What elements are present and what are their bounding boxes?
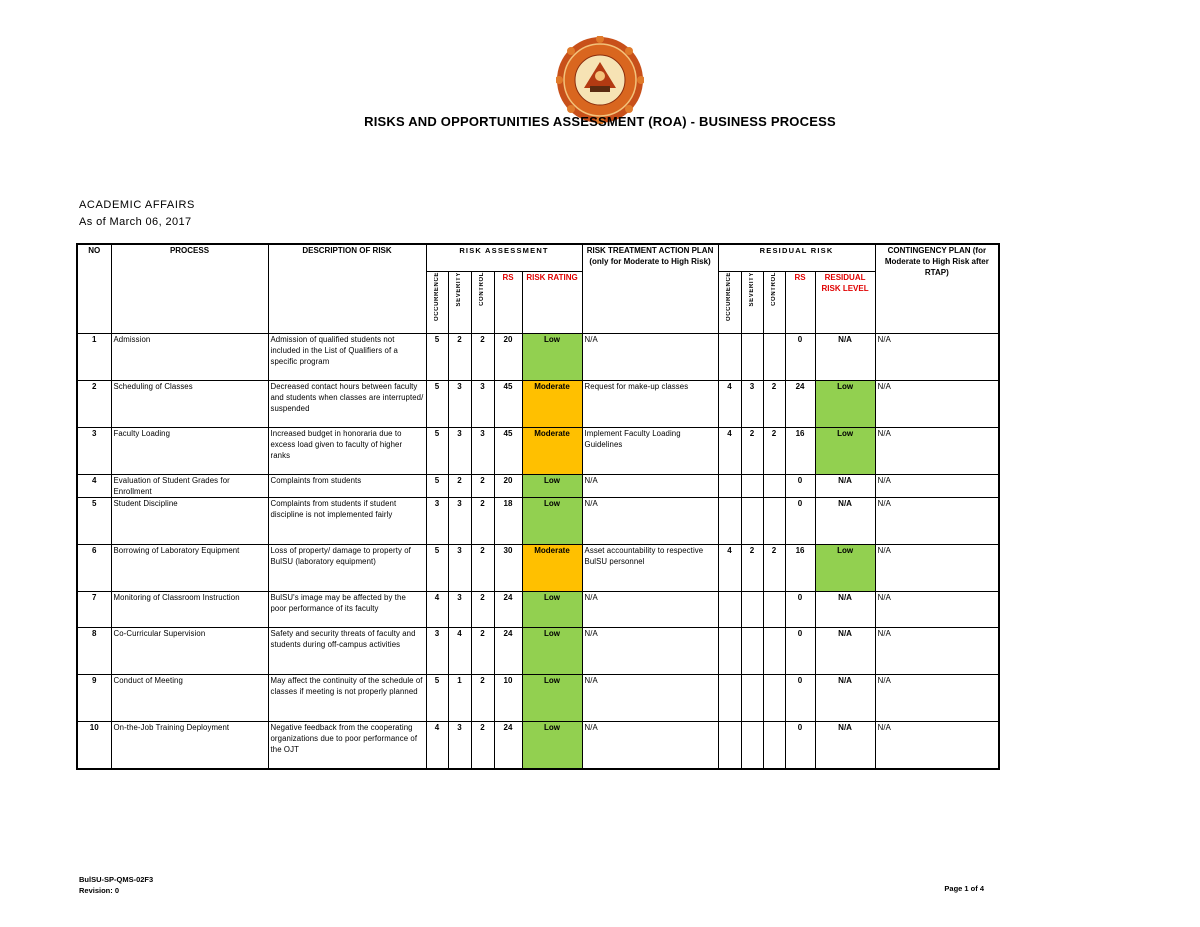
row-description: Complaints from students if student discipline is not implemented fairly: [268, 498, 426, 545]
row-residual-control: [763, 675, 785, 722]
row-residual-level: N/A: [815, 722, 875, 770]
row-severity: 4: [448, 628, 471, 675]
row-risk-rating: Low: [522, 675, 582, 722]
row-control: 2: [471, 498, 494, 545]
row-residual-occurrence: [718, 722, 741, 770]
header-residual-risk: RESIDUAL RISK: [718, 244, 875, 272]
row-treatment-plan: N/A: [582, 628, 718, 675]
row-residual-occurrence: [718, 498, 741, 545]
header-control: CONTROL: [471, 272, 494, 334]
row-residual-rs: 0: [785, 498, 815, 545]
row-description: Decreased contact hours between faculty and students when classes are interrupted/ suspended: [268, 381, 426, 428]
row-risk-rating: Low: [522, 628, 582, 675]
row-residual-control: 2: [763, 545, 785, 592]
header-no: NO: [77, 244, 111, 334]
row-severity: 2: [448, 475, 471, 498]
row-process: Student Discipline: [111, 498, 268, 545]
row-rs: 24: [494, 628, 522, 675]
row-no: 10: [77, 722, 111, 770]
row-residual-rs: 16: [785, 428, 815, 475]
row-treatment-plan: N/A: [582, 675, 718, 722]
row-residual-severity: 2: [741, 428, 763, 475]
row-occurrence: 3: [426, 628, 448, 675]
row-severity: 3: [448, 592, 471, 628]
row-no: 2: [77, 381, 111, 428]
row-severity: 3: [448, 381, 471, 428]
row-residual-occurrence: [718, 628, 741, 675]
row-residual-severity: [741, 722, 763, 770]
row-occurrence: 4: [426, 722, 448, 770]
row-process: On-the-Job Training Deployment: [111, 722, 268, 770]
row-no: 7: [77, 592, 111, 628]
row-severity: 3: [448, 545, 471, 592]
row-residual-level: N/A: [815, 675, 875, 722]
table-row: [77, 428, 999, 475]
row-residual-control: [763, 628, 785, 675]
row-risk-rating: Low: [522, 722, 582, 770]
header-residual-risk-level: RESIDUAL RISK LEVEL: [815, 272, 875, 334]
row-contingency: N/A: [875, 592, 999, 628]
row-description: Negative feedback from the cooperating organizations due to poor performance of the OJT: [268, 722, 426, 770]
page-number: Page 1 of 4: [944, 884, 984, 893]
university-seal-logo: [556, 36, 644, 124]
row-treatment-plan: Request for make-up classes: [582, 381, 718, 428]
row-description: Admission of qualified students not included in the List of Qualifiers of a specific program: [268, 334, 426, 381]
row-severity: 3: [448, 722, 471, 770]
row-process: Conduct of Meeting: [111, 675, 268, 722]
row-no: 8: [77, 628, 111, 675]
row-control: 2: [471, 545, 494, 592]
row-control: 2: [471, 592, 494, 628]
row-residual-control: [763, 475, 785, 498]
table-row: [77, 592, 999, 628]
row-treatment-plan: N/A: [582, 722, 718, 770]
row-residual-level: N/A: [815, 498, 875, 545]
as-of-date: As of March 06, 2017: [79, 216, 192, 228]
header-treatment-plan: RISK TREATMENT ACTION PLAN (only for Moderate to High Risk): [582, 244, 718, 334]
header-risk-assessment: RISK ASSESSMENT: [426, 244, 582, 272]
row-process: Admission: [111, 334, 268, 381]
table-row: [77, 545, 999, 592]
row-treatment-plan: N/A: [582, 475, 718, 498]
header-residual-severity: SEVERITY: [741, 272, 763, 334]
row-severity: 1: [448, 675, 471, 722]
row-control: 2: [471, 722, 494, 770]
row-contingency: N/A: [875, 545, 999, 592]
table-row: [77, 475, 999, 498]
row-residual-control: [763, 722, 785, 770]
row-description: Increased budget in honoraria due to excess load given to faculty of higher ranks: [268, 428, 426, 475]
row-residual-control: [763, 498, 785, 545]
department-label: ACADEMIC AFFAIRS: [79, 199, 195, 211]
row-severity: 3: [448, 428, 471, 475]
row-occurrence: 5: [426, 381, 448, 428]
row-rs: 20: [494, 334, 522, 381]
row-residual-level: N/A: [815, 592, 875, 628]
row-residual-level: N/A: [815, 475, 875, 498]
roa-table: [76, 243, 1000, 770]
form-code: BulSU-SP-QMS-02F3: [79, 875, 154, 884]
row-treatment-plan: Implement Faculty Loading Guidelines: [582, 428, 718, 475]
row-residual-occurrence: 4: [718, 381, 741, 428]
header-description: DESCRIPTION OF RISK: [268, 244, 426, 334]
row-contingency: N/A: [875, 381, 999, 428]
row-no: 5: [77, 498, 111, 545]
header-residual-control: CONTROL: [763, 272, 785, 334]
row-residual-level: Low: [815, 428, 875, 475]
row-residual-rs: 0: [785, 628, 815, 675]
row-rs: 24: [494, 592, 522, 628]
row-occurrence: 5: [426, 334, 448, 381]
row-control: 2: [471, 628, 494, 675]
row-control: 2: [471, 475, 494, 498]
row-process: Evaluation of Student Grades for Enrollment: [111, 475, 268, 498]
table-row: [77, 628, 999, 675]
row-risk-rating: Low: [522, 498, 582, 545]
row-rs: 20: [494, 475, 522, 498]
row-treatment-plan: N/A: [582, 498, 718, 545]
row-risk-rating: Moderate: [522, 545, 582, 592]
row-process: Borrowing of Laboratory Equipment: [111, 545, 268, 592]
row-residual-level: Low: [815, 381, 875, 428]
row-occurrence: 5: [426, 675, 448, 722]
row-residual-control: 2: [763, 428, 785, 475]
row-no: 4: [77, 475, 111, 498]
row-residual-occurrence: 4: [718, 545, 741, 592]
row-treatment-plan: N/A: [582, 334, 718, 381]
row-description: Loss of property/ damage to property of BulSU (laboratory equipment): [268, 545, 426, 592]
row-occurrence: 5: [426, 545, 448, 592]
row-contingency: N/A: [875, 628, 999, 675]
header-occurrence: OCCURRENCE: [426, 272, 448, 334]
row-description: May affect the continuity of the schedule of classes if meeting is not properly planned: [268, 675, 426, 722]
row-no: 9: [77, 675, 111, 722]
row-residual-occurrence: [718, 675, 741, 722]
table-row: [77, 498, 999, 545]
row-risk-rating: Moderate: [522, 381, 582, 428]
header-severity: SEVERITY: [448, 272, 471, 334]
row-residual-rs: 0: [785, 722, 815, 770]
row-residual-severity: [741, 675, 763, 722]
row-rs: 45: [494, 428, 522, 475]
row-residual-severity: [741, 334, 763, 381]
row-control: 3: [471, 428, 494, 475]
row-rs: 18: [494, 498, 522, 545]
row-contingency: N/A: [875, 675, 999, 722]
row-residual-severity: 3: [741, 381, 763, 428]
row-residual-severity: [741, 592, 763, 628]
row-treatment-plan: Asset accountability to respective BulSU personnel: [582, 545, 718, 592]
row-control: 3: [471, 381, 494, 428]
row-residual-severity: 2: [741, 545, 763, 592]
row-description: BulSU's image may be affected by the poor performance of its faculty: [268, 592, 426, 628]
row-process: Co-Curricular Supervision: [111, 628, 268, 675]
row-process: Faculty Loading: [111, 428, 268, 475]
row-rs: 30: [494, 545, 522, 592]
row-residual-control: 2: [763, 381, 785, 428]
row-risk-rating: Low: [522, 475, 582, 498]
row-residual-level: N/A: [815, 628, 875, 675]
row-residual-rs: 0: [785, 592, 815, 628]
row-residual-rs: 0: [785, 334, 815, 381]
row-residual-rs: 24: [785, 381, 815, 428]
row-residual-rs: 0: [785, 475, 815, 498]
row-rs: 45: [494, 381, 522, 428]
row-rs: 24: [494, 722, 522, 770]
row-description: Safety and security threats of faculty and students during off-campus activities: [268, 628, 426, 675]
row-control: 2: [471, 334, 494, 381]
row-contingency: N/A: [875, 334, 999, 381]
row-residual-occurrence: 4: [718, 428, 741, 475]
form-code-footer: [79, 874, 153, 896]
row-residual-occurrence: [718, 475, 741, 498]
row-severity: 2: [448, 334, 471, 381]
table-row: [77, 675, 999, 722]
row-occurrence: 3: [426, 498, 448, 545]
row-contingency: N/A: [875, 498, 999, 545]
row-residual-severity: [741, 628, 763, 675]
row-severity: 3: [448, 498, 471, 545]
row-contingency: N/A: [875, 475, 999, 498]
row-residual-severity: [741, 498, 763, 545]
row-residual-occurrence: [718, 334, 741, 381]
row-occurrence: 4: [426, 592, 448, 628]
row-occurrence: 5: [426, 428, 448, 475]
row-process: Scheduling of Classes: [111, 381, 268, 428]
row-residual-control: [763, 334, 785, 381]
header-residual-occurrence: OCCURRENCE: [718, 272, 741, 334]
row-residual-control: [763, 592, 785, 628]
document-title: RISKS AND OPPORTUNITIES ASSESSMENT (ROA) - BUSINESS PROCESS: [364, 114, 836, 129]
row-occurrence: 5: [426, 475, 448, 498]
header-residual-rs: RS: [785, 272, 815, 334]
row-rs: 10: [494, 675, 522, 722]
row-contingency: N/A: [875, 722, 999, 770]
header-contingency: CONTINGENCY PLAN (for Moderate to High Risk after RTAP): [875, 244, 999, 334]
row-process: Monitoring of Classroom Instruction: [111, 592, 268, 628]
header-risk-rating: RISK RATING: [522, 272, 582, 334]
row-no: 3: [77, 428, 111, 475]
revision-label: Revision: 0: [79, 886, 120, 895]
table-row: [77, 722, 999, 770]
row-no: 1: [77, 334, 111, 381]
row-residual-occurrence: [718, 592, 741, 628]
row-no: 6: [77, 545, 111, 592]
row-risk-rating: Low: [522, 592, 582, 628]
row-contingency: N/A: [875, 428, 999, 475]
row-control: 2: [471, 675, 494, 722]
row-residual-rs: 0: [785, 675, 815, 722]
table-row: [77, 381, 999, 428]
row-residual-level: Low: [815, 545, 875, 592]
row-risk-rating: Low: [522, 334, 582, 381]
row-residual-severity: [741, 475, 763, 498]
row-risk-rating: Moderate: [522, 428, 582, 475]
header-process: PROCESS: [111, 244, 268, 334]
header-rs: RS: [494, 272, 522, 334]
row-residual-rs: 16: [785, 545, 815, 592]
row-residual-level: N/A: [815, 334, 875, 381]
row-treatment-plan: N/A: [582, 592, 718, 628]
table-row: [77, 334, 999, 381]
row-description: Complaints from students: [268, 475, 426, 498]
